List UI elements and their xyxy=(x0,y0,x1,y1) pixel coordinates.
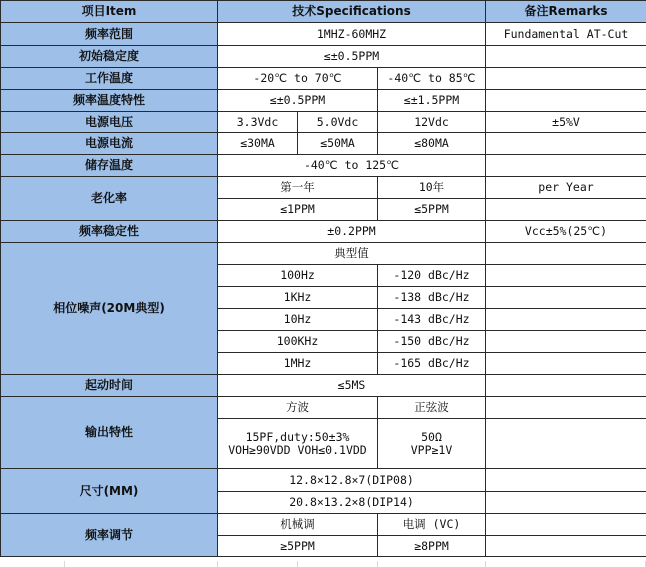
header-remarks: 备注Remarks xyxy=(486,1,646,23)
value-freq-temp-b: ≤±1.5PPM xyxy=(378,90,486,112)
label-phase-noise: 相位噪声(20M典型) xyxy=(1,243,218,375)
phase-noise-level: -143 dBc/Hz xyxy=(378,309,486,331)
output-sine-values xyxy=(378,419,486,469)
remark-output xyxy=(486,397,646,419)
output-square-values xyxy=(218,419,378,469)
phase-noise-remark xyxy=(486,309,646,331)
row-freq-stability xyxy=(1,221,646,243)
freq-adjust-voltage-value: ≥8PPM xyxy=(378,536,486,557)
remark-freq-temp xyxy=(486,90,646,112)
output-square-line-1: 15PF,duty:50±3% xyxy=(245,429,350,444)
value-initial-stability: ≤±0.5PPM xyxy=(218,46,486,68)
value-operating-temp-a: -20℃ to 70℃ xyxy=(218,68,378,90)
label-freq-temp: 频率温度特性 xyxy=(1,90,218,112)
label-storage-temp: 储存温度 xyxy=(1,155,218,177)
value-voltage-1: 3.3Vdc xyxy=(218,112,298,133)
row-supply-current xyxy=(1,133,646,155)
output-sine-line-1: 50Ω xyxy=(421,429,442,444)
remark-operating-temp xyxy=(486,68,646,90)
row-startup xyxy=(1,375,646,397)
output-square-heading: 方波 xyxy=(218,397,378,419)
row-supply-voltage xyxy=(1,112,646,133)
label-startup: 起动时间 xyxy=(1,375,218,397)
label-freq-range: 频率范围 xyxy=(1,23,218,46)
value-voltage-2: 5.0Vdc xyxy=(298,112,378,133)
value-current-2: ≤50MA xyxy=(298,133,378,155)
remark-startup xyxy=(486,375,646,397)
freq-adjust-mechanical-value: ≥5PPM xyxy=(218,536,378,557)
row-storage-temp xyxy=(1,155,646,177)
row-operating-temp xyxy=(1,68,646,90)
remark-phase-noise xyxy=(486,243,646,265)
label-operating-temp: 工作温度 xyxy=(1,68,218,90)
remark-supply-voltage: ±5%V xyxy=(486,112,646,133)
phase-noise-remark xyxy=(486,287,646,309)
remark-aging-empty xyxy=(486,199,646,221)
size-dip8: 12.8×12.8×7(DIP08) xyxy=(218,469,486,492)
phase-noise-offset: 100KHz xyxy=(218,331,378,353)
freq-adjust-voltage: 电调 (VC) xyxy=(378,514,486,536)
remark-freq-stability: Vcc±5%(25℃) xyxy=(486,221,646,243)
phase-noise-typical: 典型值 xyxy=(218,243,486,265)
row-phase-noise-head xyxy=(1,243,646,265)
label-size: 尺寸(MM) xyxy=(1,469,218,514)
label-initial-stability: 初始稳定度 xyxy=(1,46,218,68)
aging-ten-years: 10年 xyxy=(378,177,486,199)
value-operating-temp-b: -40℃ to 85℃ xyxy=(378,68,486,90)
value-voltage-3: 12Vdc xyxy=(378,112,486,133)
header-row xyxy=(1,1,646,23)
value-freq-range: 1MHZ-60MHZ xyxy=(218,23,486,46)
remark-output-empty xyxy=(486,419,646,469)
aging-ten-years-value: ≤5PPM xyxy=(378,199,486,221)
phase-noise-level: -150 dBc/Hz xyxy=(378,331,486,353)
output-square-line-2: VOH≥90VDD VOH≤0.1VDD xyxy=(228,442,367,457)
phase-noise-remark xyxy=(486,353,646,375)
value-startup: ≤5MS xyxy=(218,375,486,397)
remark-storage-temp xyxy=(486,155,646,177)
output-sine-heading: 正弦波 xyxy=(378,397,486,419)
phase-noise-level: -120 dBc/Hz xyxy=(378,265,486,287)
label-freq-adjust: 频率调节 xyxy=(1,514,218,557)
header-spec: 技术Specifications xyxy=(218,1,486,23)
output-sine-line-2: VPP≥1V xyxy=(410,442,453,457)
phase-noise-level: -165 dBc/Hz xyxy=(378,353,486,375)
value-freq-stability: ±0.2PPM xyxy=(218,221,486,243)
value-current-1: ≤30MA xyxy=(218,133,298,155)
label-supply-current: 电源电流 xyxy=(1,133,218,155)
label-aging: 老化率 xyxy=(1,177,218,221)
label-supply-voltage: 电源电压 xyxy=(1,112,218,133)
remark-size xyxy=(486,469,646,492)
label-freq-stability: 频率稳定性 xyxy=(1,221,218,243)
row-size-dip8 xyxy=(1,469,646,492)
label-output: 输出特性 xyxy=(1,397,218,469)
value-storage-temp: -40℃ to 125℃ xyxy=(218,155,486,177)
size-dip14: 20.8×13.2×8(DIP14) xyxy=(218,492,486,514)
row-freq-range xyxy=(1,23,646,46)
header-item: 项目Item xyxy=(1,1,218,23)
phase-noise-offset: 1KHz xyxy=(218,287,378,309)
phase-noise-remark xyxy=(486,331,646,353)
remark-size-empty xyxy=(486,492,646,514)
aging-first-year: 第一年 xyxy=(218,177,378,199)
freq-adjust-mechanical: 机械调 xyxy=(218,514,378,536)
aging-first-year-value: ≤1PPM xyxy=(218,199,378,221)
phase-noise-level: -138 dBc/Hz xyxy=(378,287,486,309)
remark-freq-range: Fundamental AT-Cut xyxy=(486,23,646,46)
phase-noise-remark xyxy=(486,265,646,287)
row-freq-adjust-head xyxy=(1,514,646,536)
remark-initial-stability xyxy=(486,46,646,68)
row-output-head xyxy=(1,397,646,419)
value-current-3: ≤80MA xyxy=(378,133,486,155)
phase-noise-offset: 10Hz xyxy=(218,309,378,331)
remark-freq-adjust xyxy=(486,514,646,536)
remark-aging: per Year xyxy=(486,177,646,199)
row-freq-temp xyxy=(1,90,646,112)
phase-noise-offset: 1MHz xyxy=(218,353,378,375)
value-freq-temp-a: ≤±0.5PPM xyxy=(218,90,378,112)
phase-noise-offset: 100Hz xyxy=(218,265,378,287)
remark-freq-adjust-empty xyxy=(486,536,646,557)
sheet-gridlines xyxy=(0,561,646,567)
remark-supply-current xyxy=(486,133,646,155)
row-aging-head xyxy=(1,177,646,199)
row-initial-stability xyxy=(1,46,646,68)
